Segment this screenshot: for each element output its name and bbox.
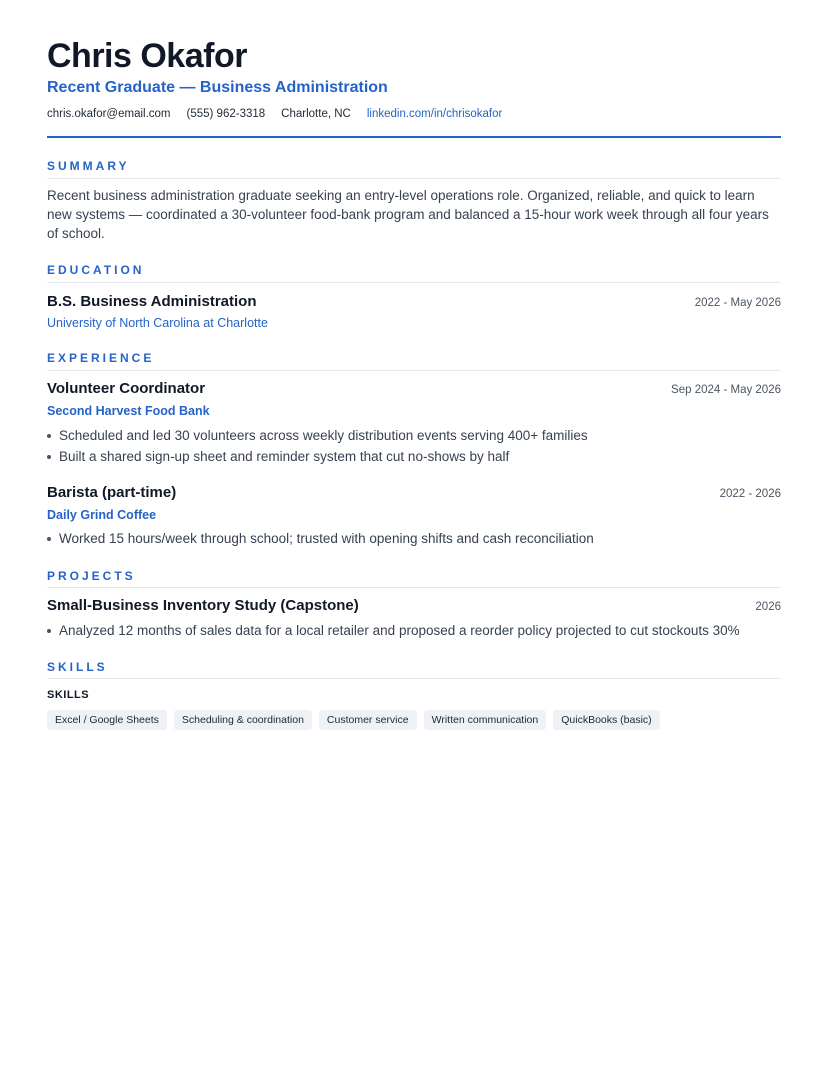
skill-chip: Excel / Google Sheets xyxy=(47,710,167,730)
skills-divider xyxy=(47,678,781,679)
project-name: Small-Business Inventory Study (Capstone) xyxy=(47,597,359,614)
projects-divider xyxy=(47,587,781,588)
skill-chip: Scheduling & coordination xyxy=(174,710,312,730)
list-item: Built a shared sign-up sheet and reminder system that cut no-shows by half xyxy=(47,446,781,467)
skills-heading: SKILLS xyxy=(47,660,108,674)
project-bullets xyxy=(47,620,781,641)
job-dates: 2022 - 2026 xyxy=(719,488,781,500)
contact-row xyxy=(47,107,518,121)
contact-phone: (555) 962-3318 xyxy=(186,108,266,120)
education-degree: B.S. Business Administration xyxy=(47,293,257,310)
education-heading: EDUCATION xyxy=(47,263,145,277)
candidate-headline: Recent Graduate — Business Administration xyxy=(47,79,388,96)
skill-chip: QuickBooks (basic) xyxy=(553,710,659,730)
job-dates: Sep 2024 - May 2026 xyxy=(671,384,781,396)
summary-text: Recent business administration graduate seeking an entry-level operations role. Organized, reliable, and quick to learn new systems — coordinated a 30-volunteer food-bank program and balanced a 15-hour work week through all four years of school. xyxy=(47,188,769,241)
contact-linkedin-link[interactable]: linkedin.com/in/chrisokafor xyxy=(366,108,503,120)
education-school: University of North Carolina at Charlotte xyxy=(47,316,268,330)
skills-group-label: SKILLS xyxy=(47,689,90,701)
skill-chip: Written communication xyxy=(424,710,547,730)
experience-divider xyxy=(47,370,781,371)
summary-heading: SUMMARY xyxy=(47,159,130,173)
job-org: Second Harvest Food Bank xyxy=(47,404,210,418)
contact-email: chris.okafor@email.com xyxy=(47,108,171,120)
contact-location: Charlotte, NC xyxy=(281,108,351,120)
skills-chips xyxy=(47,710,667,730)
job-bullets xyxy=(47,528,781,549)
projects-heading: PROJECTS xyxy=(47,569,136,583)
skill-chip: Customer service xyxy=(319,710,417,730)
job-role: Barista (part-time) xyxy=(47,484,177,501)
list-item: Scheduled and led 30 volunteers across weekly distribution events serving 400+ families xyxy=(47,425,781,446)
list-item: Worked 15 hours/week through school; trusted with opening shifts and cash reconciliation xyxy=(47,528,781,549)
list-item: Analyzed 12 months of sales data for a local retailer and proposed a reorder policy projected to cut stockouts 30% xyxy=(47,620,781,641)
education-dates: 2022 - May 2026 xyxy=(694,297,781,309)
summary-divider xyxy=(47,178,781,179)
job-role: Volunteer Coordinator xyxy=(47,380,206,397)
project-dates: 2026 xyxy=(755,601,781,613)
job-bullets xyxy=(47,425,781,467)
experience-heading: EXPERIENCE xyxy=(47,351,155,365)
education-divider xyxy=(47,282,781,283)
candidate-name: Chris Okafor xyxy=(47,37,247,75)
job-org: Daily Grind Coffee xyxy=(47,508,157,522)
header-divider xyxy=(47,136,781,138)
